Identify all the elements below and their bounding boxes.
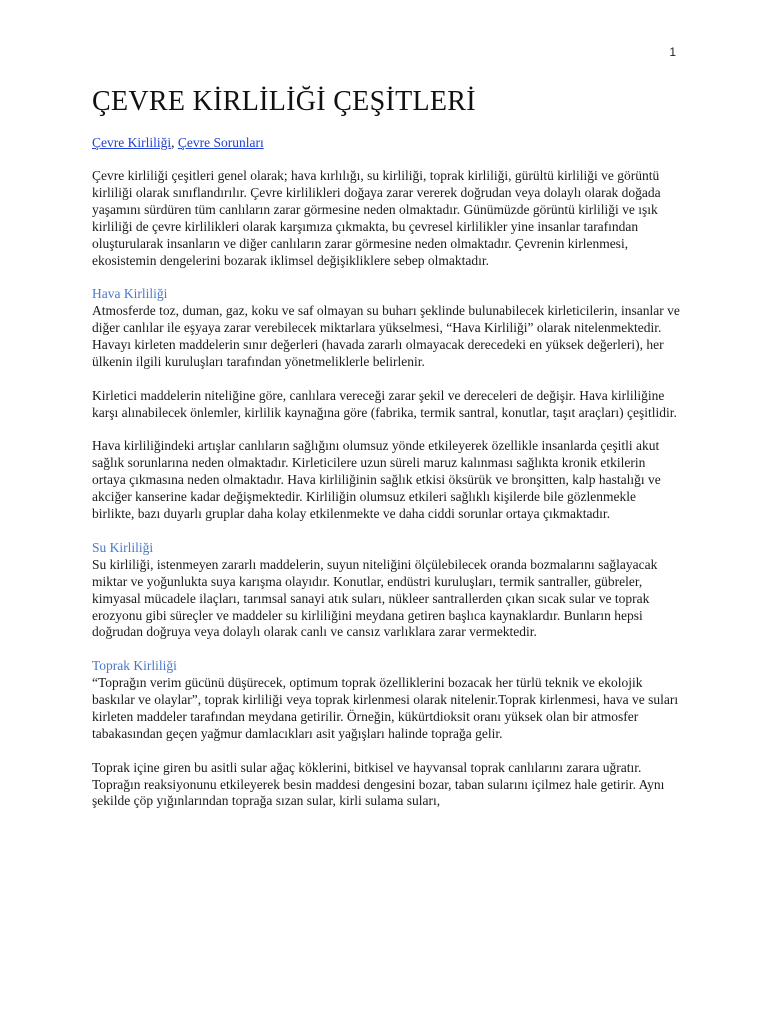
hava-paragraph-1: Atmosferde toz, duman, gaz, koku ve saf olmayan su buharı şeklinde bulunabilecek kirleticilerin, insanlar ve diğer canlılar ile eşyaya zarar verebilecek miktarlara yükselmesi, “Hava Kirliliği” olarak nitelenmektedir. Havayı kirleten maddelerin sınır değerleri (havada zararlı olmayacak derecedeki en yüksek değerleri), her ülkenin ilgili kuruluşları tarafından yönetmeliklerle belirlenir.: [92, 303, 680, 369]
link-cevre-sorunlari[interactable]: Çevre Sorunları: [177, 135, 264, 150]
section-heading-toprak: Toprak Kirliliği: [92, 658, 177, 674]
toprak-paragraph-2: Toprak içine giren bu asitli sular ağaç köklerini, bitkisel ve hayvansal toprak canlılarını zarara uğratır. Toprağın reaksiyonunu etkileyerek besin maddesi dengesini bozar, taban sularını içilmez hale getirir. Aynı şekilde çöp yığınlarından toprağa sızan sular, kirli sulama suları,: [92, 759, 665, 809]
hava-paragraph-2: Kirletici maddelerin niteliğine göre, canlılara vereceği zarar şekil ve dereceleri de değişir. Hava kirliliğine karşı alınabilecek önlemler, kirlilik kaynağına göre (fabrika, termik santral, konutlar, taşıt araçları) çeşitlidir.: [92, 387, 677, 420]
link-cevre-kirliligi[interactable]: Çevre Kirliliği: [92, 135, 172, 150]
link-separator: ,: [171, 135, 175, 150]
section-heading-su: Su Kirliliği: [92, 539, 154, 555]
page-number: 1: [669, 45, 676, 59]
su-paragraph-1: Su kirliliği, istenmeyen zararlı maddelerin, suyun niteliğini ölçülebilecek oranda bozmalarını sağlayacak miktar ve yoğunlukta suya karışma olayıdır. Konutlar, endüstri kuruluşları, termik santraller, gübreler, kimyasal mücadele ilaçları, tarımsal sanayi atık suları, nükleer santrallerden çıkan sıcak sular ve toprak erozyonu gibi süreçler ve maddeler su kirliliğini meydana getiren başlıca kaynaklardır. Bunların hepsi doğrudan doğruya veya dolaylı olarak canlı ve cansız varlıklara zarar vermektedir.: [92, 556, 658, 640]
document-content: [92, 84, 680, 810]
document-title: ÇEVRE KİRLİLİĞİ ÇEŞİTLERİ: [92, 86, 476, 117]
category-links: [92, 134, 680, 151]
toprak-paragraph-1: “Toprağın verim gücünü düşürecek, optimum toprak özelliklerini bozacak her türlü teknik ve ekolojik baskılar ve olaylar”, toprak kirliliği veya toprak kirlenmesi olarak nitelenir.Toprak kirlenmesi, hava ve suları kirleten maddeler tarafından meydana getirilir. Örneğin, kükürtdioksit oranı yüksek olan bir atmosfer tabakasından geçen yağmur damlacıkları asit yağışları halinde toprağa gelir.: [92, 675, 679, 741]
hava-paragraph-3: Hava kirliliğindeki artışlar canlıların sağlığını olumsuz yönde etkileyerek özellikle insanlarda çeşitli akut sağlık sorunlarına neden olmaktadır. Kirleticilere uzun süreli maruz kalınması sağlıkta kronik etkilerin ortaya çıkmasına neden olmaktadır. Hava kirliliğinin sağlık etkisi öksürük ve bronşitten, kalp hastalığı ve akciğer kanserine kadar değişmektedir. Kirliliğin olumsuz etkileri sağlıklı kişilerde bile gözlenmekle birlikte, bazı duyarlı gruplar daha kolay etkilenmekte ve daha ciddi sorunlar ortaya çıkmaktadır.: [92, 438, 661, 522]
intro-paragraph: Çevre kirliliği çeşitleri genel olarak; hava kırlılığı, su kirliliği, toprak kirliliği, gürültü kirliliği ve görüntü kirliliği olarak sınıflandırılır. Çevre kirlilikleri doğaya zarar vererek doğrudan veya dolaylı olarak doğada yaşamını sürdüren tüm canlıların zarar görmesine neden olmaktadır. Günümüzde görüntü kirliliği ve ışık kirliliği de çevre kirlilikleri olarak karşımıza çıkmakta, bu çevresel kirlilikler yine insanlar tarafından oluşturularak insanların ve diğer canlıların zarar görmesine neden olmaktadır. Çevrenin kirlenmesi, ekosistemin dengelerini bozarak iklimsel değişikliklere sebep olmaktadır.: [92, 168, 661, 268]
section-heading-hava: Hava Kirliliği: [92, 286, 168, 302]
